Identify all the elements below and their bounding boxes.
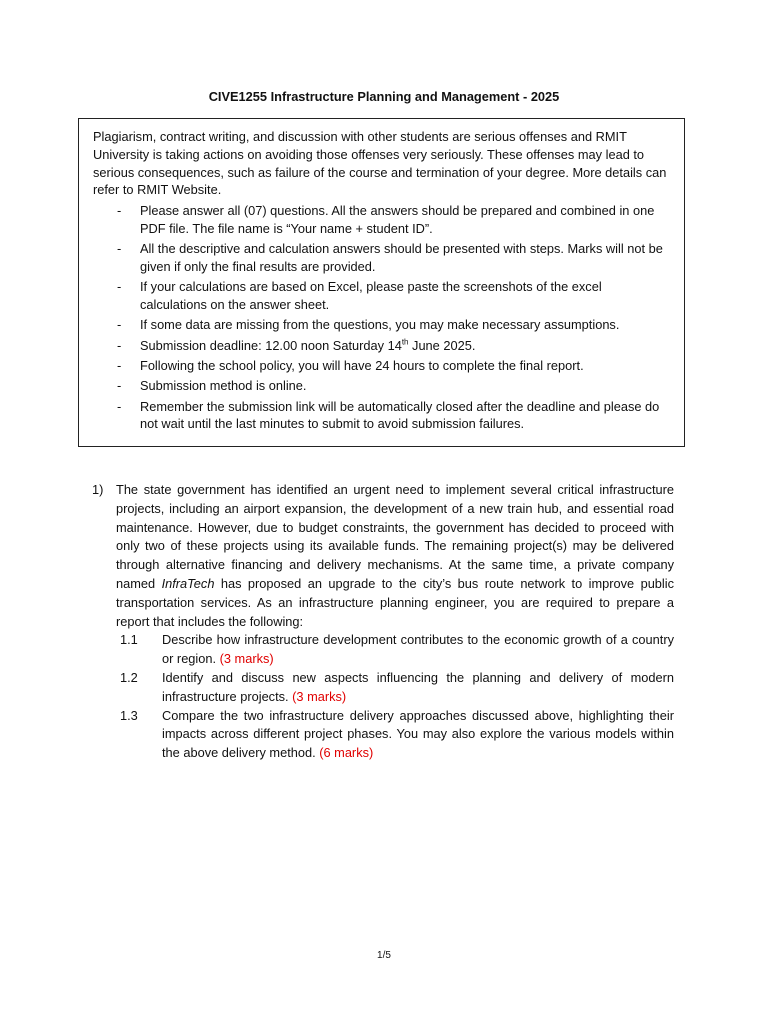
instruction-item: - Remember the submission link will be automatically closed after the deadline and please do not wait until the last minutes to submit to avoid submission failures.: [117, 398, 660, 432]
notice-intro: Plagiarism, contract writing, and discussion with other students are serious offenses and RMIT University is taking actions on avoiding those offenses very seriously. These offenses may lead to serious consequences, such as failure of the course and termination of your degree. More details can refer to RMIT Website.: [93, 129, 667, 198]
question-number: 1): [92, 482, 104, 497]
instruction-item-deadline: - Submission deadline: 12.00 noon Saturday 14th June 2025.: [117, 337, 476, 353]
page-number: 1/5: [377, 950, 391, 961]
question-body: The state government has identified an urgent need to implement several critical infrastructure projects, including an airport expansion, the development of a new train hub, and essential road maintenance. However, due to budget constraints, the government has decided to proceed with only two of these projects using its available funds. The remaining project(s) may be delivered through alternative financing and delivery mechanisms. At the same time, a private company named InfraTech has proposed an upgrade to the city’s bus route network to improve public transportation services. As an infrastructure planning engineer, you are required to prepare a report that includes the following: 1.1 Describe how infrastructure development contributes to the economic growth of a country or region. (3 marks) 1.2 Identify and discuss new aspects influencing the planning and delivery of modern infrastructure projects. (3 marks) 1.3 Compare the two infrastructure delivery approaches discussed above, highlighting their impacts across different project phases. You may also explore the various models within the above delivery method. (6 marks): [116, 481, 674, 763]
sub-question-1-1: 1.1 Describe how infrastructure development contributes to the economic growth of a country or region. (3 marks): [120, 632, 674, 667]
instruction-item: - Following the school policy, you will have 24 hours to complete the final report.: [117, 358, 584, 374]
company-name: InfraTech: [161, 575, 215, 591]
marks-label: (3 marks): [219, 651, 274, 667]
instruction-item: - If some data are missing from the questions, you may make necessary assumptions.: [117, 317, 620, 333]
instruction-item: - Submission method is online.: [117, 378, 307, 394]
marks-label: (3 marks): [292, 688, 347, 704]
sub-question-1-3: 1.3 Compare the two infrastructure delivery approaches discussed above, highlighting their impacts across different project phases. You may also explore the various models within the above delivery method. (6 marks): [120, 707, 674, 761]
academic-integrity-notice: [78, 118, 685, 447]
document-title: CIVE1255 Infrastructure Planning and Management - 2025: [208, 89, 560, 104]
question-1: [92, 481, 674, 763]
instructions-list: [93, 202, 684, 433]
sub-question-1-2: 1.2 Identify and discuss new aspects influencing the planning and delivery of modern infrastructure projects. (3 marks): [120, 669, 674, 704]
marks-label: (6 marks): [319, 745, 374, 761]
instruction-item: - Please answer all (07) questions. All the answers should be prepared and combined in one PDF file. The file name is “Your name + student ID”.: [117, 203, 655, 236]
instruction-item: - All the descriptive and calculation answers should be presented with steps. Marks will not be given if only the final results are provided.: [117, 241, 663, 275]
instruction-item: - If your calculations are based on Excel, please paste the screenshots of the excel calculations on the answer sheet.: [117, 279, 602, 313]
